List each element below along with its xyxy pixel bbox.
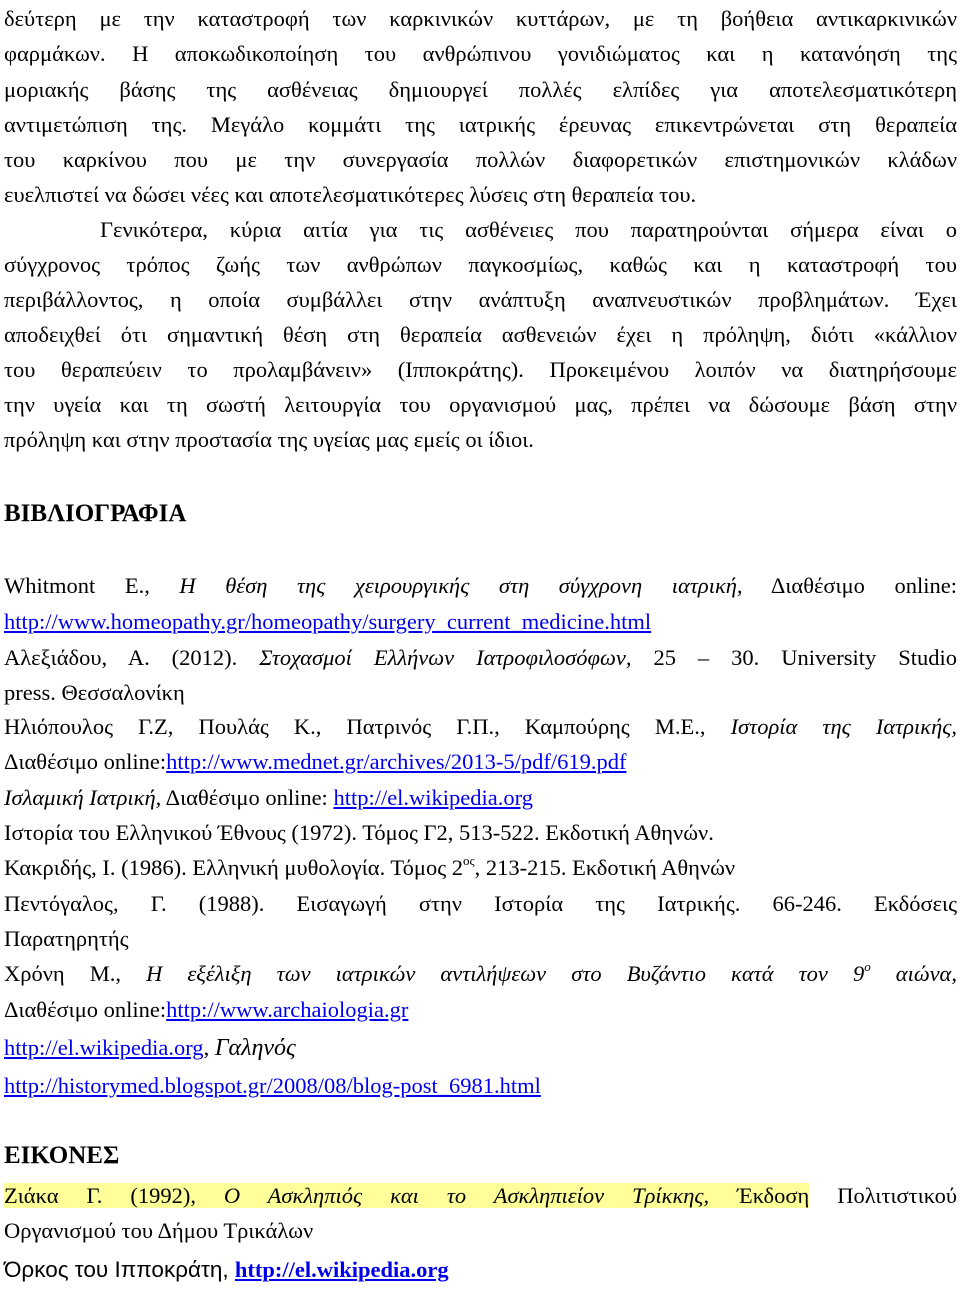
ref-title: Η εξέλιξη των ιατρικών αντιλήψεων στο Βυζάντιο κατά τον $9^o$ [146, 959, 871, 986]
ref-text: Ηλιόπουλος Γ.Ζ, Πουλάς Κ., Πατρινός Γ.Π., Καμπούρης Μ.Ε., [4, 714, 731, 739]
body-line-12: την υγεία και τη σωστή λειτουργία του οργανισμού μας, πρέπει να δώσουμε βάση στην [4, 392, 957, 417]
ref-chroni [4, 959, 957, 989]
ref-whitmont-url-line [4, 607, 957, 637]
ref-title: Ιστορία της Ιατρικής, [730, 714, 957, 739]
ref-title: Στοχασμοί Ελλήνων Ιατροφιλοσόφων, [259, 645, 632, 670]
ref-pentogalos: Πεντόγαλος, Γ. (1988). Εισαγωγή στην Ιστορία της Ιατρικής. 66-246. Εκδόσεις [4, 891, 957, 916]
ref-alexiadou [4, 643, 957, 673]
body-line-11: του θεραπεύειν το προλαμβάνειν» (Ιπποκράτης). Προκειμένου λοιπόν να διατηρήσουμε [4, 357, 957, 382]
body-line-9: περιβάλλοντος, η οποία συμβάλλει στην ανάπτυξη αναπνευστικών προβλημάτων. Έχει [4, 287, 957, 312]
ref-link[interactable]: http://www.homeopathy.gr/homeopathy/surgery_current_medicine.html [4, 609, 652, 634]
ref-text: Διαθέσιμο online: [4, 997, 167, 1022]
ref-text: Διαθέσιμο online: [742, 573, 957, 598]
ref-title: Η θέση της χειρουργικής στη σύγχρονη ιατρική, [179, 573, 743, 598]
body-line-7: Γενικότερα, κύρια αιτία για τις ασθένειες που παρατηρούνται σήμερα είναι ο [100, 217, 957, 242]
image-ref-ziaka [4, 1181, 957, 1211]
ref-chroni-url-line [4, 995, 957, 1025]
ref-link[interactable]: http://el.wikipedia.org [333, 785, 533, 810]
ref-text: Αλεξιάδου, Α. (2012). [4, 645, 260, 670]
ref-alexiadou-cont: press. Θεσσαλονίκη [4, 680, 185, 705]
ref-link[interactable]: http://el.wikipedia.org [234, 1257, 449, 1282]
ref-whitmont [4, 571, 957, 601]
body-line-8: σύγχρονος τρόπος ζωής των ανθρώπων παγκοσμίως, καθώς και η καταστροφή του [4, 252, 957, 277]
ref-text: , 213-215. Εκδοτική Αθηνών [474, 855, 736, 880]
ref-pentogalos-cont: Παρατηρητής [4, 926, 129, 951]
ref-superscript: ο [864, 959, 871, 974]
ref-superscript: ος [462, 853, 475, 868]
ref-link[interactable]: http://historymed.blogspot.gr/2008/08/blog-post_6981.html [4, 1073, 541, 1098]
image-ref-oath [4, 1255, 957, 1285]
ref-link[interactable]: http://el.wikipedia.org [4, 1035, 204, 1060]
ref-link[interactable]: http://www.mednet.gr/archives/2013-5/pdf/619.pdf [166, 749, 627, 774]
ref-historymed [4, 1071, 957, 1101]
ref-text: , [203, 1035, 215, 1060]
ref-text: Διαθέσιμο online: [4, 749, 167, 774]
ref-islamic-medicine [4, 783, 957, 813]
ref-title: Γαληνός [214, 1035, 296, 1061]
ref-text: Διαθέσιμο online: [161, 785, 334, 810]
ref-iliopoulos-url-line [4, 747, 957, 777]
ref-history-greek-nation: Ιστορία του Ελληνικού Έθνους (1972). Τόμος Γ2, 513-522. Εκδοτική Αθηνών. [4, 820, 714, 845]
body-line-3: μοριακής βάσης της ασθένειας δημιουργεί πολλές ελπίδες για αποτελεσματικότερη [4, 77, 957, 102]
ref-title-end: αιώνα, [870, 961, 957, 986]
ref-text: Όρκος του Ιπποκράτη, [4, 1257, 235, 1282]
body-line-13: πρόληψη και στην προστασία της υγείας μας εμείς οι ίδιοι. [4, 427, 534, 452]
ref-kakridis [4, 853, 957, 883]
body-line-5: του καρκίνου που με την συνεργασία πολλών διαφορετικών επιστημονικών κλάδων [4, 147, 957, 172]
ref-galen [4, 1033, 957, 1063]
image-ref-ziaka-cont: Οργανισμού του Δήμου Τρικάλων [4, 1218, 314, 1243]
ref-text: Whitmont E., [4, 573, 180, 598]
images-heading: ΕΙΚΟΝΕΣ [4, 1142, 120, 1169]
ref-title: Ισλαμική Ιατρική, [4, 785, 162, 810]
body-line-10: αποδειχθεί ότι σημαντική θέση στη θεραπεία ασθενειών έχει η πρόληψη, διότι «κάλλιον [4, 322, 957, 347]
ref-text: 25 – 30. University Studio [631, 645, 957, 670]
ref-text: Κακριδής, Ι. (1986). Ελληνική μυθολογία. Τόμος 2 [4, 855, 463, 880]
body-line-4: αντιμετώπιση της. Μεγάλο κομμάτι της ιατρικής έρευνας επικεντρώνεται στη θεραπεία [4, 112, 957, 137]
body-line-1: δεύτερη με την καταστροφή των καρκινικών κυττάρων, με τη βοήθεια αντικαρκινικών [4, 6, 957, 31]
body-line-2: φαρμάκων. Η αποκωδικοποίηση του ανθρώπινου γονιδιώματος και η κατανόηση της [4, 41, 957, 66]
ref-text: Χρόνη Μ., [4, 961, 147, 986]
ref-link[interactable]: http://www.archaiologia.gr [166, 997, 409, 1022]
body-line-6: ευελπιστεί να δώσει νέες και αποτελεσματικότερες λύσεις στη θεραπεία του. [4, 182, 697, 207]
ref-text: Πολιτιστικού [809, 1183, 957, 1208]
highlighted-text: Ζιάκα Γ. (1992), Ο Ασκληπιός και το Ασκληπιείον Τρίκκης, Έκδοση [4, 1183, 810, 1208]
bibliography-heading: ΒΙΒΛΙΟΓΡΑΦΙΑ [4, 500, 187, 527]
ref-iliopoulos [4, 712, 957, 742]
